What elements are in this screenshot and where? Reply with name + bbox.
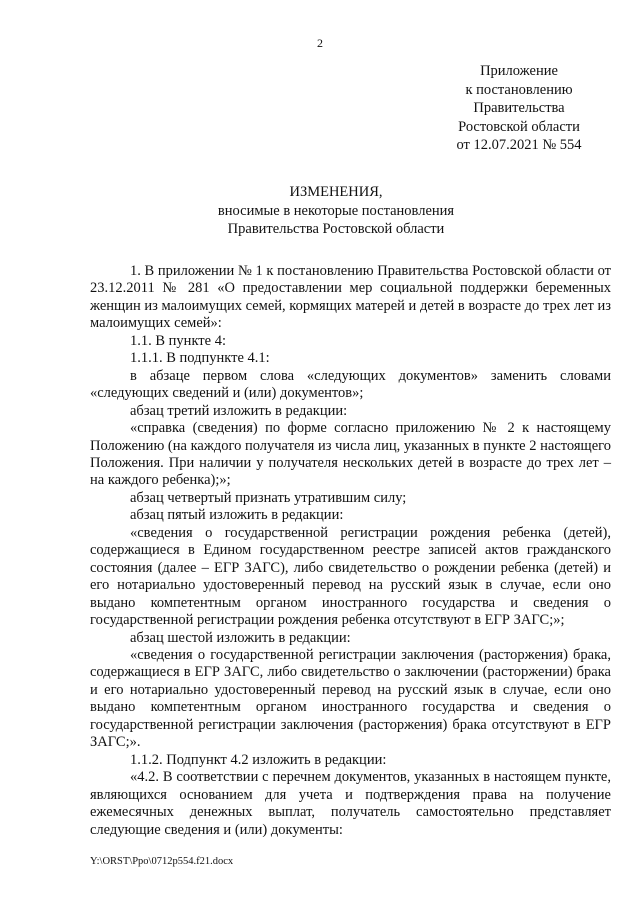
paragraph: абзац шестой изложить в редакции: xyxy=(130,629,351,646)
appendix-line: Правительства xyxy=(473,100,565,116)
appendix-line: Приложение xyxy=(480,63,558,79)
paragraph: абзац четвертый признать утратившим силу; xyxy=(130,489,407,506)
heading-subtitle: Правительства Ростовской области xyxy=(227,221,445,237)
appendix-block xyxy=(424,62,614,155)
appendix-line: от 12.07.2021 № 554 xyxy=(456,137,582,153)
paragraph: «справка (сведения) по форме согласно приложению № 2 к настоящему Положению (на каждого получателя из числа лиц, указанных в пункте 2 настоящего Положения. При наличии у получателя нескольких детей в возрасте до трех лет – на каждого ребенка);»; xyxy=(90,420,611,489)
heading-subtitle: вносимые в некоторые постановления xyxy=(217,202,455,219)
paragraph: «4.2. В соответствии с перечнем документов, указанных в настоящем пункте, являющихся основанием для учета и подтверждения права на получение ежемесячных денежных выплат, получатель самостоятельно представляет следующие сведения и (или) документы: xyxy=(90,769,611,838)
paragraph: 1. В приложении № 1 к постановлению Правительства Ростовской области от 23.12.2011 № 281 «О предоставлении мер социальной поддержки беременных женщин из малоимущих семей, кормящих матерей и детей в возрасте до трех лет из малоимущих семей»: xyxy=(90,263,611,332)
heading-title: ИЗМЕНЕНИЯ, xyxy=(289,184,383,200)
paragraph: «сведения о государственной регистрации заключения (расторжения) брака, содержащиеся в ЕГР ЗАГС, либо свидетельство о заключении (расторжении) брака и его нотариально удостоверенный перевод на русский язык в случае, если оно выдано компетентным органом иностранного государства и сведения о государственной регистрации заключения (расторжения) брака отсутствуют в ЕГР ЗАГС;». xyxy=(90,646,611,751)
paragraph: 1.1.2. Подпункт 4.2 изложить в редакции: xyxy=(130,751,387,768)
paragraph: абзац пятый изложить в редакции: xyxy=(130,507,344,524)
appendix-line: Ростовской области xyxy=(458,118,580,135)
document-heading xyxy=(0,183,640,239)
appendix-line: к постановлению xyxy=(465,81,573,98)
document-body xyxy=(90,263,611,839)
paragraph: 1.1.1. В подпункте 4.1: xyxy=(130,350,270,367)
footer-file-path: Y:\ORST\Ppo\0712p554.f21.docx xyxy=(90,856,234,867)
paragraph: абзац третий изложить в редакции: xyxy=(130,402,348,419)
paragraph: «сведения о государственной регистрации рождения ребенка (детей), содержащиеся в Едином государственном реестре записей актов гражданского состояния (далее – ЕГР ЗАГС), либо свидетельство о рождении ребенка (детей) и его нотариально удостоверенный перевод на русский язык в случае, если оно выдано компетентным органом иностранного государства и сведения о государственной регистрации рождения ребенка отсутствуют в ЕГР ЗАГС;»; xyxy=(90,524,611,629)
paragraph: в абзаце первом слова «следующих документов» заменить словами «следующих сведений и (или) документов»; xyxy=(90,367,611,402)
paragraph: 1.1. В пункте 4: xyxy=(130,332,226,349)
page-number: 2 xyxy=(317,36,323,50)
